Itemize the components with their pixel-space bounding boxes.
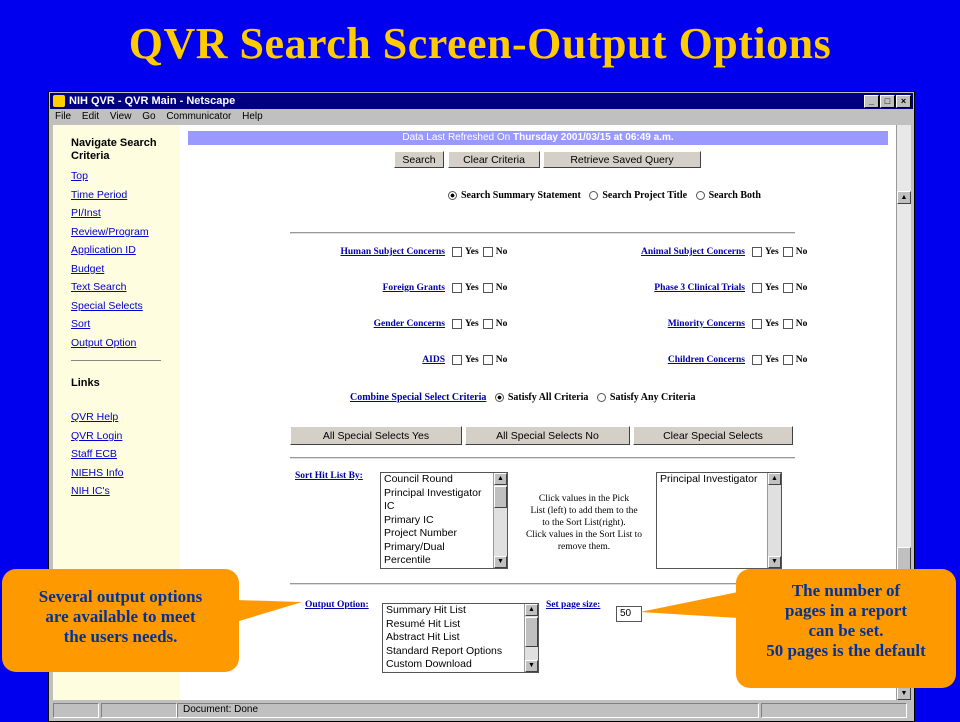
progress-section: [101, 703, 177, 718]
yes-checkbox[interactable]: [452, 247, 462, 257]
scroll-thumb[interactable]: [494, 486, 507, 508]
divider: [290, 232, 795, 234]
combine-option-any: Satisfy Any Criteria: [609, 392, 696, 403]
nav-link-qvr-help[interactable]: QVR Help: [71, 411, 119, 423]
nav-link-special-selects[interactable]: Special Selects: [71, 300, 143, 312]
scroll-up-icon[interactable]: ▲: [525, 604, 538, 616]
nav-link-budget[interactable]: Budget: [71, 263, 105, 275]
search-mode-group: [442, 190, 761, 201]
sort-help-text: [513, 493, 655, 553]
special-select-human-subject-options: [448, 247, 507, 257]
help-line: List (left) to add them to the: [530, 506, 638, 516]
no-label: No: [495, 247, 508, 258]
netscape-logo-icon: [53, 95, 65, 107]
list-item[interactable]: Custom Download: [386, 658, 472, 670]
help-line: Click values in the Pick: [538, 494, 630, 504]
status-text-section: [177, 703, 759, 718]
sort-pick-list[interactable]: [380, 472, 508, 569]
no-checkbox[interactable]: [483, 355, 493, 365]
yes-label: Yes: [465, 319, 479, 330]
list-item[interactable]: Primary IC: [384, 513, 434, 526]
sort-list[interactable]: [656, 472, 782, 569]
nav-link-niehs-info[interactable]: NIEHS Info: [71, 467, 124, 479]
component-bar[interactable]: [761, 703, 907, 718]
list-item[interactable]: Council Round: [384, 473, 453, 485]
help-line: Click values in the Sort List to: [525, 530, 643, 540]
yes-checkbox[interactable]: [452, 355, 462, 365]
yes-label: Yes: [765, 355, 779, 366]
special-select-gender[interactable]: Gender Concerns: [373, 319, 445, 329]
no-checkbox[interactable]: [783, 283, 793, 293]
sort-list-scrollbar[interactable]: [767, 473, 781, 568]
callout-line: can be set.: [808, 621, 884, 640]
callout-output-options: [2, 569, 239, 672]
no-label: No: [495, 355, 508, 366]
callout-line: the users needs.: [63, 627, 178, 646]
list-item[interactable]: Principal Investigator: [384, 486, 482, 499]
combine-criteria-group: [350, 392, 695, 403]
divider: [290, 583, 795, 585]
yes-label: Yes: [465, 355, 479, 366]
menu-go[interactable]: Go: [142, 111, 156, 122]
list-item[interactable]: Standard Report Options: [386, 644, 503, 657]
refresh-bar: [188, 131, 888, 145]
list-item[interactable]: Project Number: [384, 527, 457, 539]
menu-view[interactable]: View: [109, 111, 132, 122]
nav-links-heading: Links: [71, 377, 100, 389]
nav-link-output-option[interactable]: Output Option: [71, 337, 137, 349]
yes-label: Yes: [465, 283, 479, 294]
menu-edit[interactable]: Edit: [81, 111, 100, 122]
special-select-children[interactable]: Children Concerns: [667, 355, 745, 365]
special-select-foreign-grants[interactable]: Foreign Grants: [382, 283, 445, 293]
yes-label: Yes: [465, 247, 479, 258]
nav-link-review-program[interactable]: Review/Program: [71, 226, 149, 238]
close-button[interactable]: ×: [896, 95, 911, 108]
yes-checkbox[interactable]: [452, 283, 462, 293]
nav-link-nih-ics[interactable]: NIH IC's: [71, 485, 110, 497]
nav-link-pi-inst[interactable]: PI/Inst: [71, 207, 101, 219]
maximize-button[interactable]: □: [880, 95, 895, 108]
list-item[interactable]: Abstract Hit List: [386, 631, 460, 643]
slide-title: QVR Search Screen-Output Options: [128, 19, 832, 68]
no-label: No: [795, 283, 808, 294]
scroll-up-icon[interactable]: ▲: [768, 473, 781, 485]
refresh-date: Thursday 2001/03/15 at 06:49 a.m.: [512, 132, 674, 143]
output-option-list[interactable]: [382, 603, 539, 673]
callout-page-size: [736, 569, 956, 688]
scroll-down-icon[interactable]: ▼: [525, 660, 538, 672]
callout-line: pages in a report: [785, 601, 907, 620]
menu-bar: [51, 110, 267, 124]
special-select-aids-options: [448, 355, 507, 365]
status-text: Document: Done: [183, 704, 259, 715]
nav-link-time-period[interactable]: Time Period: [71, 189, 128, 201]
help-line: remove them.: [557, 542, 611, 552]
yes-checkbox[interactable]: [752, 247, 762, 257]
no-checkbox[interactable]: [783, 319, 793, 329]
sort-label: Sort Hit List By:: [295, 471, 363, 481]
radio-search-both[interactable]: [696, 191, 705, 200]
refresh-prefix: Data Last Refreshed On: [402, 132, 513, 143]
callout-line: 50 pages is the default: [766, 641, 926, 660]
scroll-down-icon[interactable]: ▼: [897, 687, 911, 700]
scroll-down-icon[interactable]: ▼: [768, 556, 781, 568]
all-special-selects-no-button[interactable]: All Special Selects No: [465, 426, 630, 445]
yes-label: Yes: [765, 247, 779, 258]
all-special-selects-yes-button[interactable]: All Special Selects Yes: [290, 426, 462, 445]
yes-checkbox[interactable]: [452, 319, 462, 329]
yes-label: Yes: [765, 319, 779, 330]
list-item[interactable]: Primary/Dual: [384, 540, 445, 553]
nav-link-application-id[interactable]: Application ID: [71, 244, 136, 256]
special-select-children-options: [748, 355, 807, 365]
menu-communicator[interactable]: Communicator: [166, 111, 232, 122]
list-item[interactable]: Resumé Hit List: [386, 617, 461, 630]
combine-criteria-label[interactable]: Combine Special Select Criteria: [350, 392, 487, 403]
page-size-input[interactable]: 50: [616, 606, 642, 622]
window-title: NIH QVR - QVR Main - Netscape: [69, 95, 236, 107]
radio-summary-statement[interactable]: [448, 191, 457, 200]
no-checkbox[interactable]: [483, 319, 493, 329]
radio-satisfy-any[interactable]: [597, 393, 606, 402]
special-select-minority[interactable]: Minority Concerns: [667, 319, 745, 329]
menu-help[interactable]: Help: [242, 111, 263, 122]
output-option-label: Output Option:: [305, 600, 369, 610]
list-item[interactable]: Principal Investigator: [660, 473, 758, 485]
nav-link-text-search[interactable]: Text Search: [71, 281, 127, 293]
special-select-human-subject[interactable]: Human Subject Concerns: [340, 247, 445, 257]
status-bar: [51, 702, 910, 718]
special-select-animal-subject[interactable]: Animal Subject Concerns: [641, 247, 745, 257]
scroll-down-icon[interactable]: ▼: [494, 556, 507, 568]
callout-pointer-left: [236, 590, 306, 630]
clear-criteria-button[interactable]: Clear Criteria: [448, 151, 540, 168]
list-item[interactable]: Summary Hit List: [386, 604, 466, 616]
nav-link-qvr-login[interactable]: QVR Login: [71, 430, 123, 442]
radio-project-title[interactable]: [589, 191, 598, 200]
special-select-phase3-options: [748, 283, 807, 293]
menu-file[interactable]: File: [55, 111, 72, 122]
no-label: No: [795, 247, 808, 258]
no-checkbox[interactable]: [783, 247, 793, 257]
special-select-aids[interactable]: AIDS: [422, 355, 445, 365]
search-button[interactable]: Search: [394, 151, 444, 168]
scroll-thumb[interactable]: [525, 617, 538, 647]
divider: [290, 457, 795, 459]
combine-option-all: Satisfy All Criteria: [507, 392, 589, 403]
callout-line: Several output options: [38, 587, 203, 606]
pick-list-scrollbar[interactable]: [493, 473, 507, 568]
special-select-foreign-grants-options: [448, 283, 507, 293]
nav-divider: [71, 360, 161, 361]
no-label: No: [795, 355, 808, 366]
no-checkbox[interactable]: [783, 355, 793, 365]
nav-heading: Navigate Search Criteria: [71, 137, 157, 162]
retrieve-saved-query-button[interactable]: Retrieve Saved Query: [543, 151, 701, 168]
no-label: No: [495, 319, 508, 330]
special-select-animal-subject-options: [748, 247, 807, 257]
yes-checkbox[interactable]: [752, 283, 762, 293]
special-select-gender-options: [448, 319, 507, 329]
callout-pointer-right: [640, 588, 740, 624]
yes-label: Yes: [765, 283, 779, 294]
special-select-phase3[interactable]: Phase 3 Clinical Trials: [654, 283, 745, 293]
nav-link-sort[interactable]: Sort: [71, 318, 91, 330]
callout-line: The number of: [791, 581, 901, 600]
page-size-label: Set page size:: [546, 600, 601, 610]
minimize-button[interactable]: _: [864, 95, 879, 108]
yes-checkbox[interactable]: [752, 319, 762, 329]
scroll-up-icon[interactable]: ▲: [494, 473, 507, 485]
output-list-scrollbar[interactable]: [524, 604, 538, 672]
no-checkbox[interactable]: [483, 247, 493, 257]
no-checkbox[interactable]: [483, 283, 493, 293]
search-mode-label-0: Search Summary Statement: [461, 190, 581, 201]
search-mode-label-1: Search Project Title: [602, 190, 688, 201]
list-item[interactable]: IC: [384, 500, 395, 512]
scroll-up-icon[interactable]: ▲: [897, 191, 911, 204]
no-label: No: [795, 319, 808, 330]
window-titlebar: [50, 93, 913, 109]
special-select-minority-options: [748, 319, 807, 329]
callout-line: are available to meet: [45, 607, 196, 626]
nav-link-staff-ecb[interactable]: Staff ECB: [71, 448, 117, 460]
list-item[interactable]: Percentile: [384, 554, 431, 566]
security-icon[interactable]: [53, 703, 99, 718]
nav-link-top[interactable]: Top: [71, 170, 88, 182]
no-label: No: [495, 283, 508, 294]
yes-checkbox[interactable]: [752, 355, 762, 365]
radio-satisfy-all[interactable]: [495, 393, 504, 402]
help-line: to the Sort List(right).: [542, 518, 626, 528]
clear-special-selects-button[interactable]: Clear Special Selects: [633, 426, 793, 445]
search-mode-label-2: Search Both: [708, 190, 761, 201]
